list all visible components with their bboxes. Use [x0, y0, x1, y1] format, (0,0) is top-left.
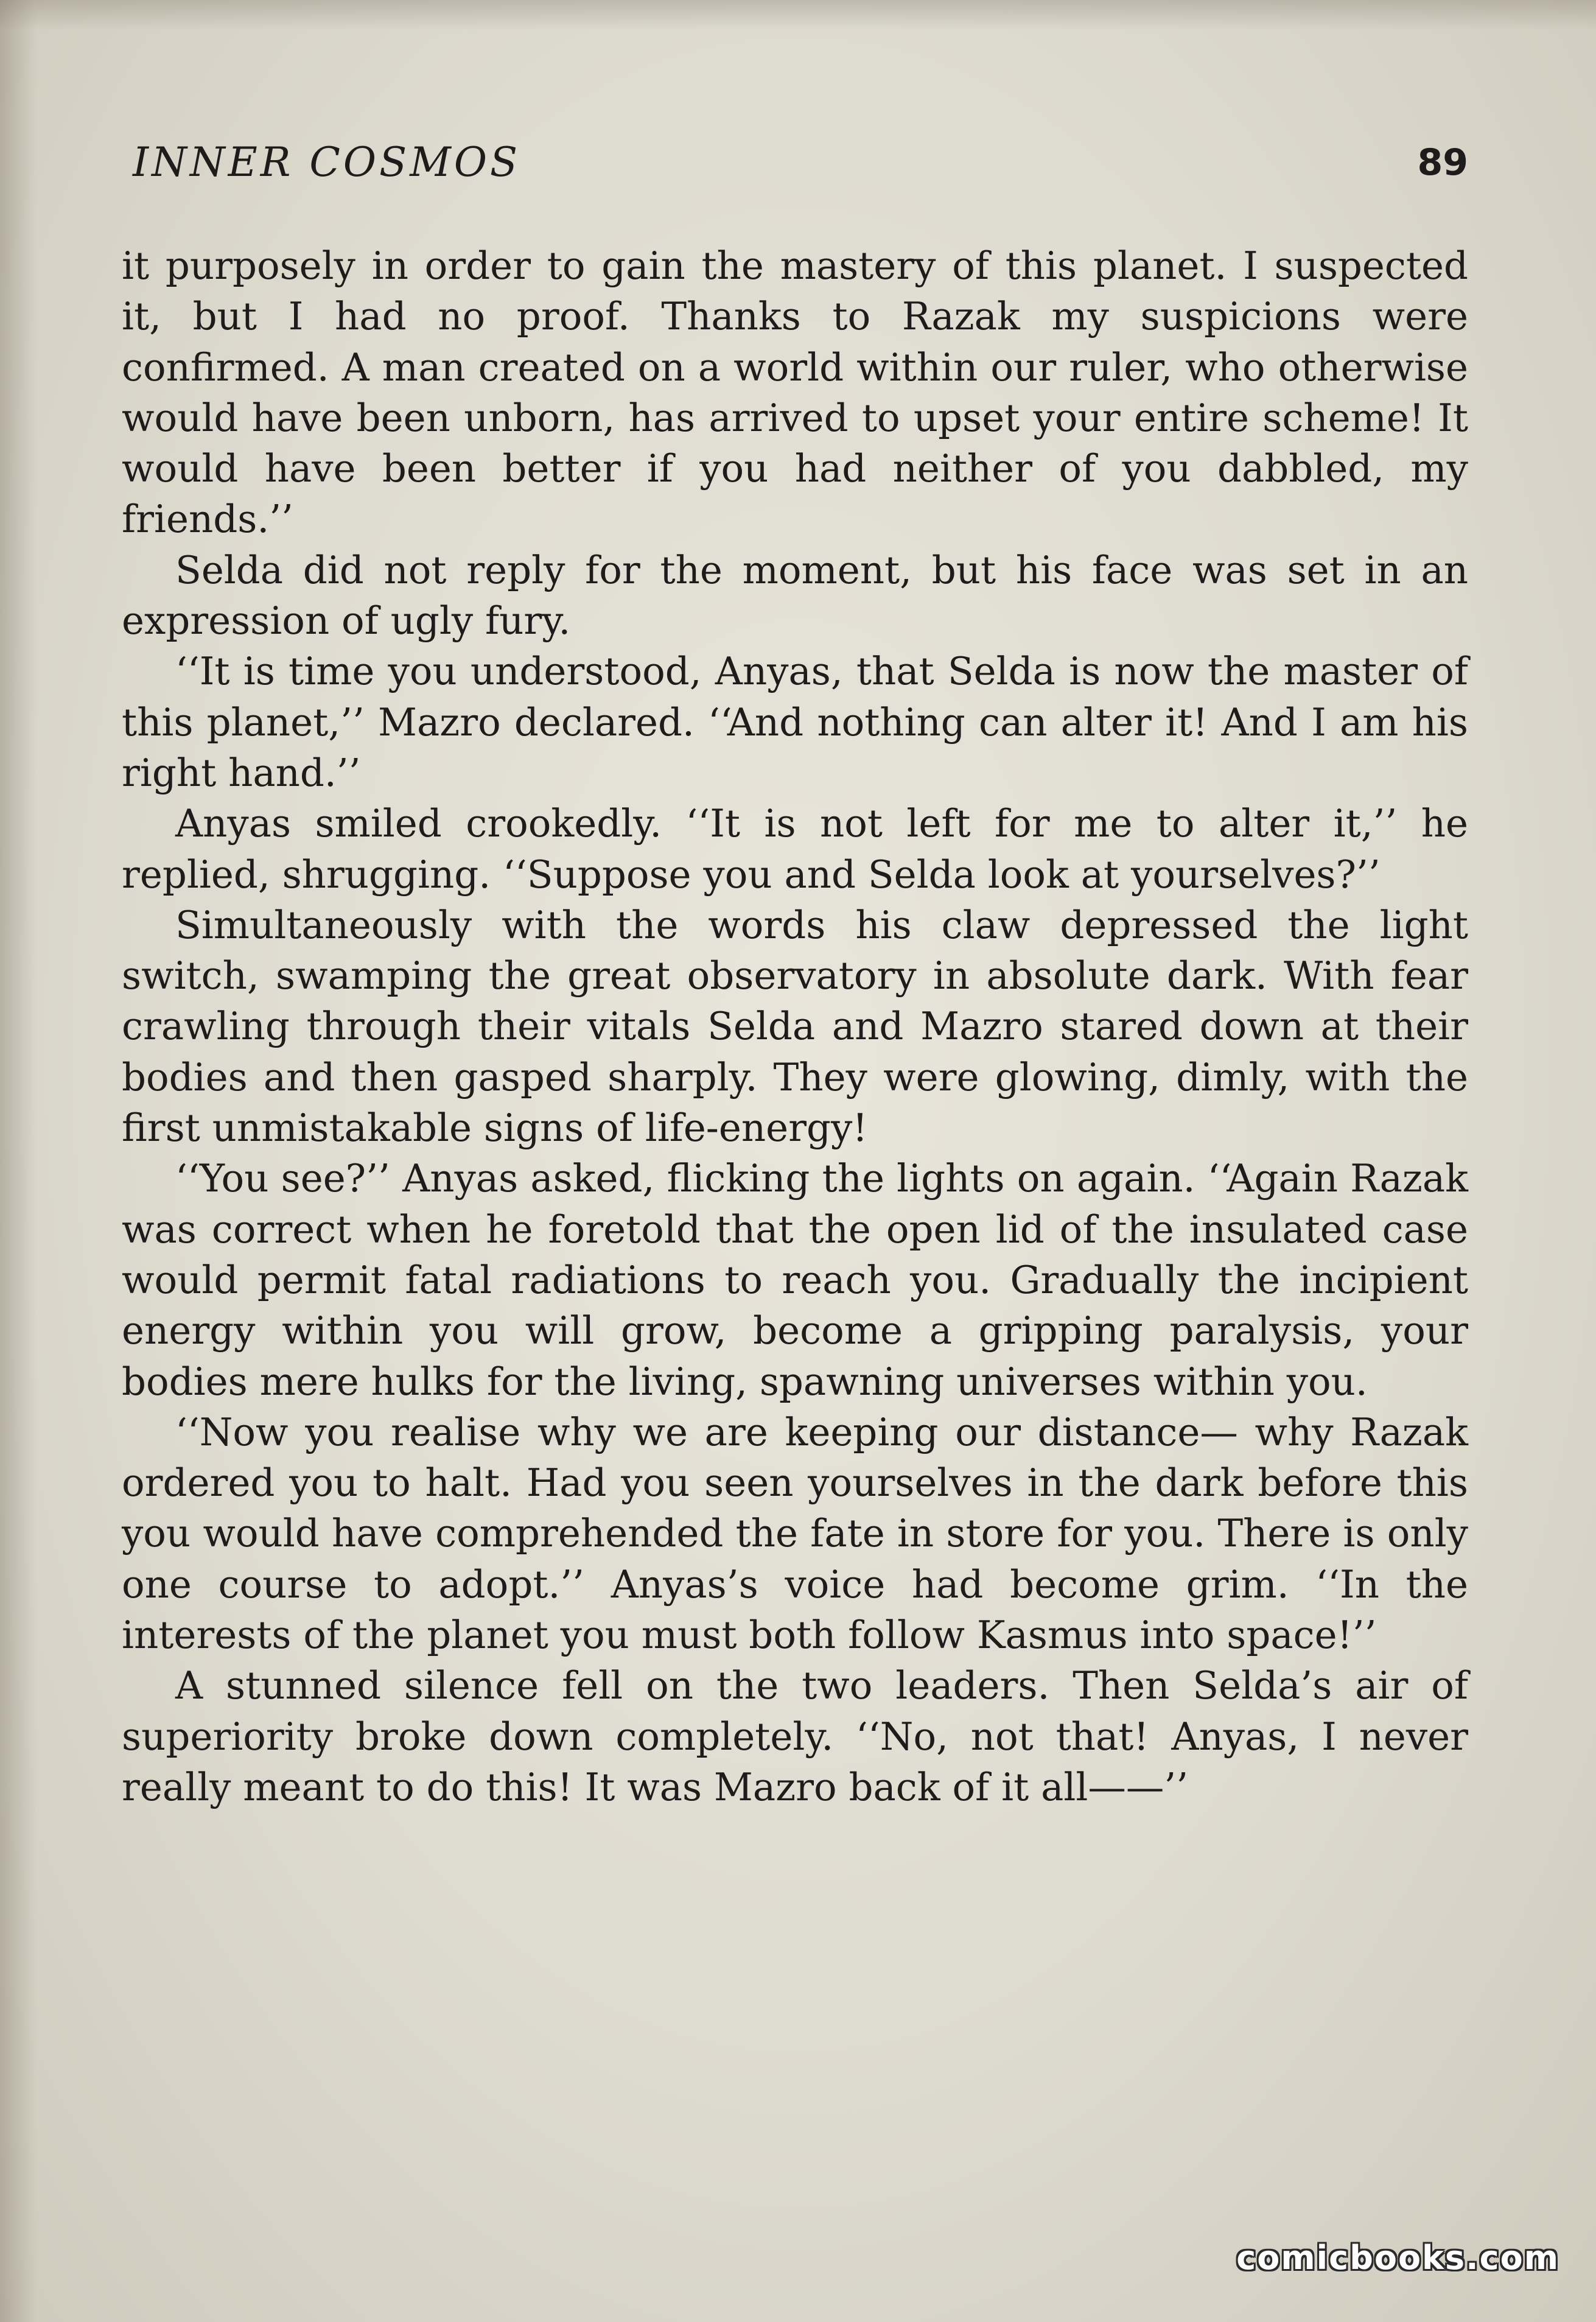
page-body-text: [122, 240, 1468, 1812]
page-shadow-top: [0, 0, 1596, 30]
paragraph-4: Anyas smiled crookedly. ‘‘It is not left for me to alter it,’’ he replied, shrugging. ‘‘Suppose you and Selda look at yourselves?’’: [122, 801, 1468, 897]
page-header: [133, 135, 1468, 190]
page-number: 89: [1417, 141, 1468, 184]
page-shadow-left: [0, 0, 37, 2322]
paragraph-5: Simultaneously with the words his claw depressed the light switch, swamping the great observatory in absolute dark. With fear crawling through their vitals Selda and Mazro stared down at their bodies and then gasped sharply. They were glowing, dimly, with the first unmistakable signs of life-energy!: [122, 902, 1468, 1151]
paragraph-2: Selda did not reply for the moment, but his face was set in an expression of ugly fury.: [122, 547, 1468, 644]
running-title: INNER COSMOS: [133, 139, 521, 186]
paragraph-7: ‘‘Now you realise why we are keeping our distance— why Razak ordered you to halt. Had you seen yourselves in the dark before this you would have comprehended the fate in store for you. There is only one course to adopt.’’ Anyas’s voice had become grim. ‘‘In the interests of the planet you must both follow Kasmus into space!’’: [122, 1409, 1468, 1658]
paragraph-3: ‘‘It is time you understood, Anyas, that Selda is now the master of this planet,’’ Mazro declared. ‘‘And nothing can alter it! And I am his right hand.’’: [122, 649, 1468, 795]
paragraph-8: A stunned silence fell on the two leaders. Then Selda’s air of superiority broke down completely. ‘‘No, not that! Anyas, I never really meant to do this! It was Mazro back of it all——’’: [122, 1663, 1468, 1809]
paragraph-1: it purposely in order to gain the mastery of this planet. I suspected it, but I had no proof. Thanks to Razak my suspicions were confirmed. A man created on a world within our ruler, who otherwise would have been unborn, has arrived to upset your entire scheme! It would have been better if you had neither of you dabbled, my friends.’’: [122, 244, 1468, 542]
paragraph-6: ‘‘You see?’’ Anyas asked, flicking the lights on again. ‘‘Again Razak was correct when he foretold that the open lid of the insulated case would permit fatal radiations to reach you. Gradually the incipient energy within you will grow, become a gripping paralysis, your bodies mere hulks for the living, spawning universes within you.: [122, 1156, 1468, 1404]
watermark: comicbooks.com: [1236, 2239, 1559, 2277]
